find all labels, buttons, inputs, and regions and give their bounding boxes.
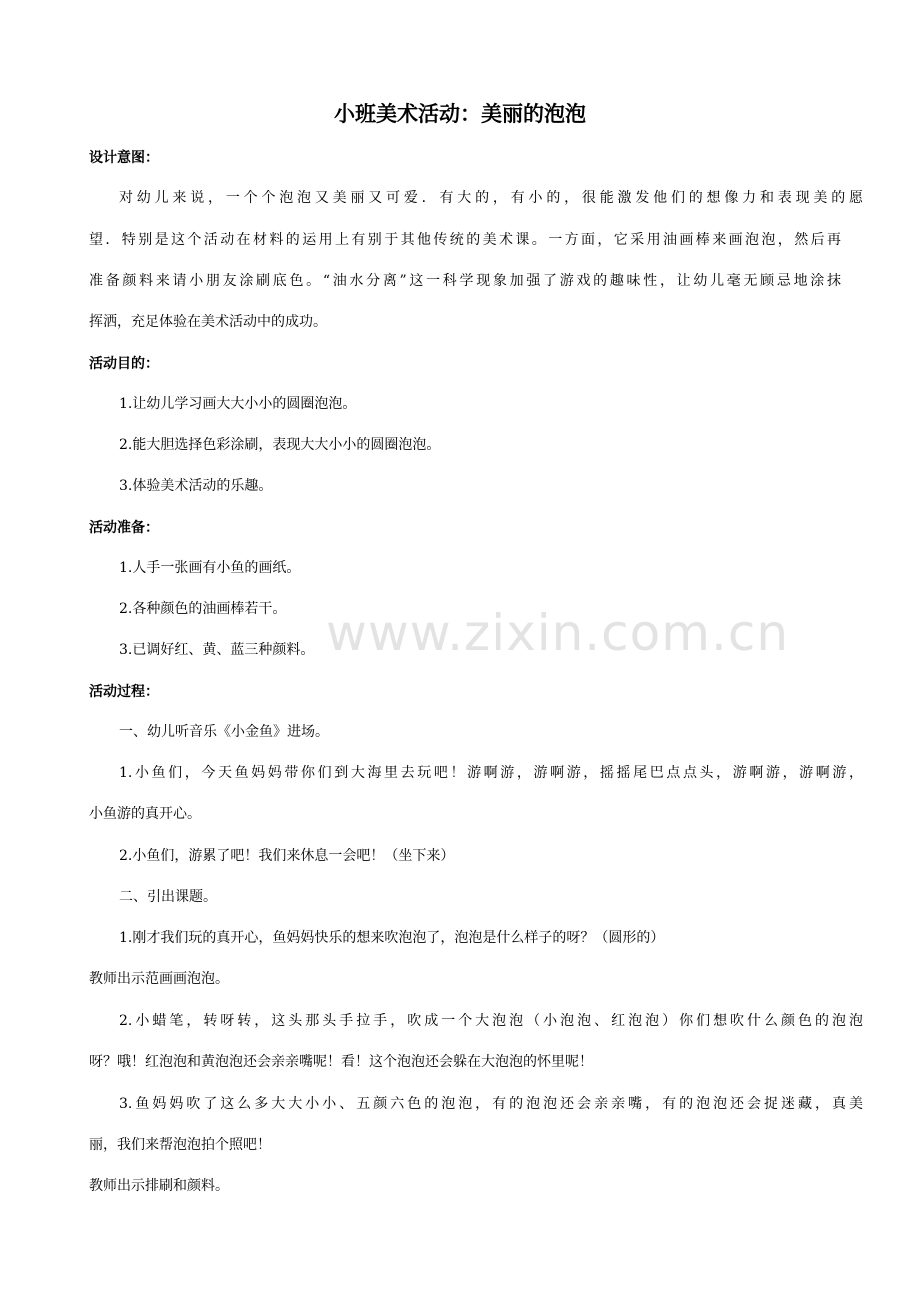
section-heading-process: 活动过程： [89,684,159,700]
list-item: 1.让幼儿学习画大大小小的圆圈泡泡。 [119,396,357,412]
paragraph-line: 对幼儿来说，一个个泡泡又美丽又可爱．有大的，有小的，很能激发他们的想像力和表现美的愿 [119,190,863,206]
list-item: 3.已调好红、黄、蓝三种颜料。 [119,642,315,658]
list-item: 1.人手一张画有小鱼的画纸。 [119,560,301,576]
paragraph-line: 小鱼游的真开心。 [89,806,201,822]
list-item: 2.各种颜色的油画棒若干。 [119,601,287,617]
paragraph-line: 二、引出课题。 [119,889,217,905]
paragraph-line: 3.鱼妈妈吹了这么多大大小小、五颜六色的泡泡，有的泡泡还会亲亲嘴，有的泡泡还会捉迷藏，真美 [119,1096,863,1112]
paragraph-line: 挥洒，充足体验在美术活动中的成功。 [89,314,327,330]
paragraph-line: 准备颜料来请小朋友涂刷底色。“油水分离”这一科学现象加强了游戏的趣味性，让幼儿毫无顾忌地涂抹 [89,273,841,289]
section-heading-prep: 活动准备： [89,520,159,536]
list-item: 2.能大胆选择色彩涂刷，表现大大小小的圆圈泡泡。 [119,437,441,453]
paragraph-line: 呀？哦！红泡泡和黄泡泡还会亲亲嘴呢！看！这个泡泡还会躲在大泡泡的怀里呢！ [89,1054,593,1070]
paragraph-line: 一、幼儿听音乐《小金鱼》进场。 [119,724,329,740]
paragraph-line: 教师出示排刷和颜料。 [89,1178,229,1194]
paragraph-line: 丽，我们来帮泡泡拍个照吧！ [89,1137,271,1153]
section-heading-design: 设计意图： [89,150,159,166]
list-item: 3.体验美术活动的乐趣。 [119,478,273,494]
watermark: www.zixin.com.cn [326,604,790,662]
section-heading-goals: 活动目的： [89,356,159,372]
paragraph-line: 望．特别是这个活动在材料的运用上有别于其他传统的美术课。一方面，它采用油画棒来画泡泡，然后再 [89,232,841,248]
paragraph-line: 1.刚才我们玩的真开心，鱼妈妈快乐的想来吹泡泡了，泡泡是什么样子的呀？（圆形的） [119,930,665,946]
paragraph-line: 1.小鱼们，今天鱼妈妈带你们到大海里去玩吧！游啊游，游啊游，摇摇尾巴点点头，游啊游，游啊游， [119,765,863,781]
paragraph-line: 2.小鱼们，游累了吧！我们来休息一会吧！（坐下来） [119,848,455,864]
paragraph-line: 2.小蜡笔，转呀转，这头那头手拉手，吹成一个大泡泡（小泡泡、红泡泡）你们想吹什么颜色的泡泡 [119,1013,863,1029]
paragraph-line: 教师出示范画画泡泡。 [89,971,229,987]
page-title: 小班美术活动：美丽的泡泡 [334,102,586,126]
